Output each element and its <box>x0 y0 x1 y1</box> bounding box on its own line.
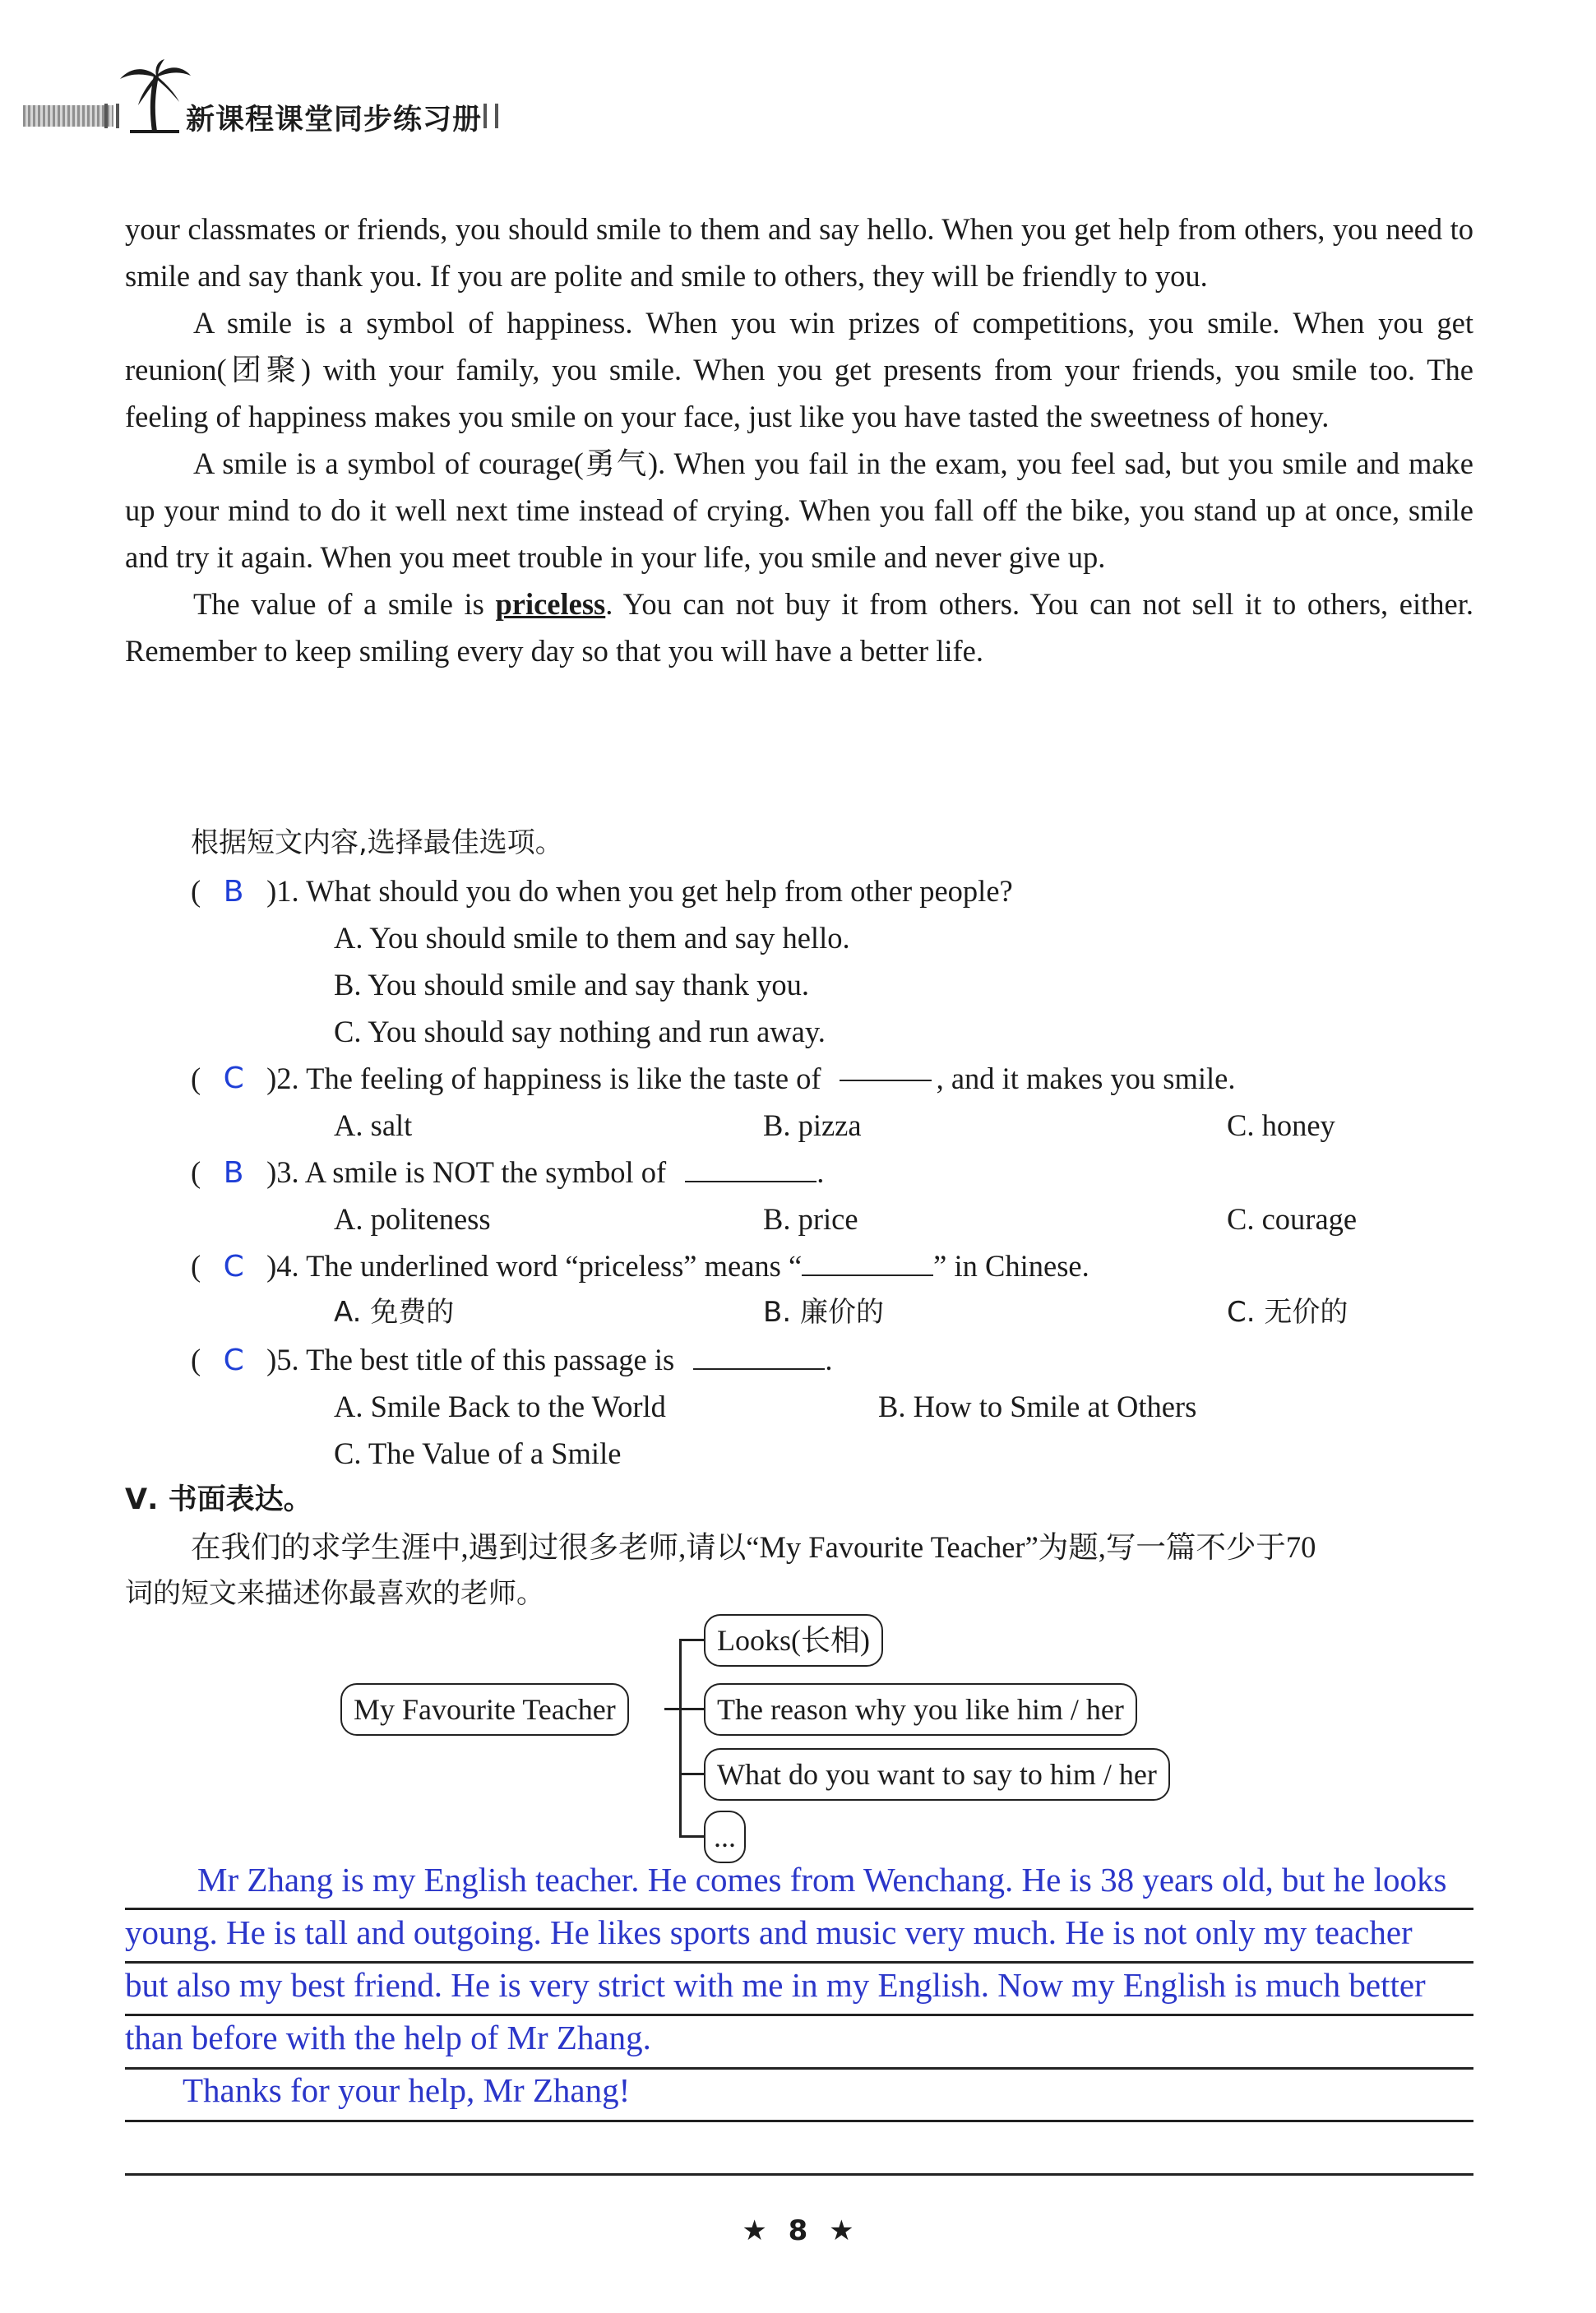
answer-2: C <box>223 1062 244 1095</box>
mindmap-connector <box>664 1708 681 1710</box>
answer-5: C <box>223 1344 244 1377</box>
star-icon-right: ★ <box>829 2214 854 2247</box>
question-1: ( B )1. What should you do when you get help from other people? <box>191 867 1013 915</box>
q2-option-c: C. honey <box>1227 1108 1335 1142</box>
writing-line-3 <box>125 2014 1473 2016</box>
question-5: ( C )5. The best title of this passage is . <box>191 1336 832 1384</box>
page-number-value: 8 <box>788 2214 808 2247</box>
instruction: 根据短文内容,选择最佳选项。 <box>191 826 563 859</box>
q2-option-a: A. salt <box>334 1108 413 1142</box>
q4-option-a: A. 免费的 <box>334 1296 455 1329</box>
essay-line-4: than before with the help of Mr Zhang. <box>125 2019 651 2056</box>
q2-option-b: B. pizza <box>763 1108 862 1142</box>
header-stripes <box>23 105 113 127</box>
essay-line-1: Mr Zhang is my English teacher. He comes from Wenchang. He is 38 years old, but he looks <box>197 1861 1447 1899</box>
mindmap-center: My Favourite Teacher <box>340 1683 629 1736</box>
section-5-title: Ⅴ. 书面表达。 <box>125 1483 312 1516</box>
writing-line-5 <box>125 2120 1473 2122</box>
q5-option-c: C. The Value of a Smile <box>334 1436 622 1470</box>
writing-line-2 <box>125 1961 1473 1964</box>
passage-paragraph-1: your classmates or friends, you should smile to them and say hello. When you get help from others, you need to smile and say thank you. If you are polite and smile to others, they will be friendly to you. <box>125 212 1473 293</box>
q4-option-c: C. 无价的 <box>1227 1296 1349 1329</box>
q1-option-c: C. You should say nothing and run away. <box>334 1015 826 1048</box>
q1-option-b: B. You should smile and say thank you. <box>334 968 809 1002</box>
answer-4: C <box>223 1250 244 1284</box>
passage-paragraph-2: A smile is a symbol of happiness. When you win prizes of competitions, you smile. When you get reunion(团聚) with your family, you smile. When you get presents from your friends, you smile too. The feeling of happiness makes you smile on your face, just like you have tasted the sweetness of honey. <box>125 306 1473 433</box>
passage-paragraph-3: A smile is a symbol of courage(勇气). When you fail in the exam, you feel sad, but you smile and make up your mind to do it well next time instead of crying. When you fall off the bike, you stand up at once, smile and try it again. When you meet trouble in your life, you smile and never give up. <box>125 446 1473 574</box>
section-5-prompt-line-2: 词的短文来描述你最喜欢的老师。 <box>125 1577 544 1610</box>
section-5-prompt-line-1: 在我们的求学生涯中,遇到过很多老师,请以“My Favourite Teacher”为题,写一篇不少于70 <box>191 1530 1316 1564</box>
mindmap-branch-3-line <box>679 1773 704 1775</box>
mindmap-branch-2-line <box>679 1708 704 1710</box>
underlined-word-priceless: priceless <box>495 587 606 621</box>
question-2: ( C )2. The feeling of happiness is like the taste of , and it makes you smile. <box>191 1055 1473 1102</box>
q2-blank <box>840 1055 932 1081</box>
q4-blank <box>802 1250 933 1276</box>
mindmap-branch-4-line <box>679 1835 704 1838</box>
passage <box>125 206 1473 674</box>
writing-line-6 <box>125 2173 1473 2176</box>
q3-option-b: B. price <box>763 1202 858 1236</box>
mindmap-spine <box>679 1639 682 1836</box>
q5-option-a: A. Smile Back to the World <box>334 1390 666 1423</box>
passage-paragraph-4: The value of a smile is priceless. You can not buy it from others. You can not sell it to others, either. Remember to keep smiling every day so that you will have a better life. <box>125 587 1473 668</box>
question-3: ( B )3. A smile is NOT the symbol of . <box>191 1149 824 1196</box>
q1-option-a: A. You should smile to them and say hello. <box>334 921 850 955</box>
q5-option-b: B. How to Smile at Others <box>878 1390 1197 1423</box>
header-bars-right <box>483 104 498 128</box>
star-icon-left: ★ <box>742 2214 767 2247</box>
q3-option-a: A. politeness <box>334 1202 491 1236</box>
writing-line-1 <box>125 1908 1473 1910</box>
q4-option-b: B. 廉价的 <box>763 1296 884 1329</box>
answer-1: B <box>223 875 244 909</box>
mindmap-branch-reason: The reason why you like him / her <box>704 1683 1137 1736</box>
essay-line-2: young. He is tall and outgoing. He likes sports and music very much. He is not only my teacher <box>125 1913 1413 1951</box>
q5-blank <box>693 1344 825 1370</box>
mindmap-branch-say: What do you want to say to him / her <box>704 1748 1170 1801</box>
question-4: ( C )4. The underlined word “priceless” means “ ” in Chinese. <box>191 1242 1089 1290</box>
header-title: 新课程课堂同步练习册 <box>186 104 483 136</box>
mindmap-branch-looks: Looks(长相) <box>704 1614 883 1667</box>
palm-tree-icon <box>113 59 192 135</box>
q3-blank <box>685 1156 817 1182</box>
mindmap-branch-more: ... <box>704 1811 746 1863</box>
essay-line-5: Thanks for your help, Mr Zhang! <box>183 2071 631 2109</box>
page-number <box>0 2214 1596 2247</box>
q3-option-c: C. courage <box>1227 1202 1358 1236</box>
essay-line-3: but also my best friend. He is very strict with me in my English. Now my English is much better <box>125 1966 1426 2004</box>
mindmap-branch-1-line <box>679 1639 704 1641</box>
answer-3: B <box>223 1156 244 1190</box>
